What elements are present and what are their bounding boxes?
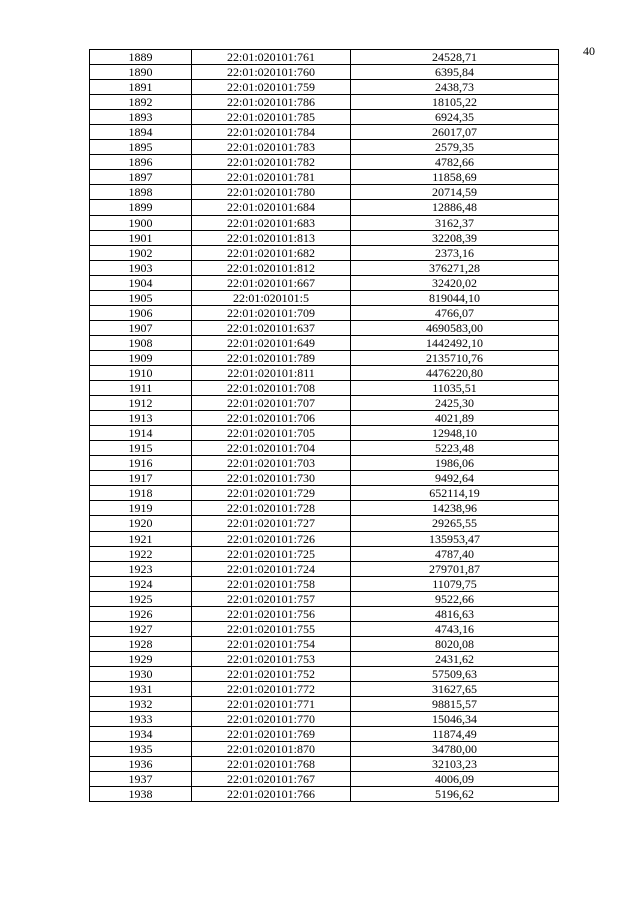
table-row — [90, 426, 559, 441]
row-number-cell: 1918 — [90, 486, 192, 501]
row-number-cell: 1921 — [90, 531, 192, 546]
cadastral-number-cell: 22:01:020101:754 — [192, 636, 351, 651]
row-number-cell: 1891 — [90, 80, 192, 95]
table-row — [90, 381, 559, 396]
cadastral-number-cell: 22:01:020101:706 — [192, 411, 351, 426]
value-cell: 3162,37 — [351, 215, 559, 230]
table-row — [90, 546, 559, 561]
row-number-cell: 1909 — [90, 350, 192, 365]
table-row — [90, 170, 559, 185]
row-number-cell: 1912 — [90, 396, 192, 411]
table-row — [90, 576, 559, 591]
cadastral-number-cell: 22:01:020101:682 — [192, 245, 351, 260]
row-number-cell: 1895 — [90, 140, 192, 155]
row-number-cell: 1937 — [90, 772, 192, 787]
cadastral-number-cell: 22:01:020101:770 — [192, 712, 351, 727]
table-row — [90, 275, 559, 290]
row-number-cell: 1913 — [90, 411, 192, 426]
row-number-cell: 1916 — [90, 456, 192, 471]
row-number-cell: 1938 — [90, 787, 192, 802]
cadastral-number-cell: 22:01:020101:769 — [192, 727, 351, 742]
value-cell: 34780,00 — [351, 742, 559, 757]
table-row — [90, 516, 559, 531]
cadastral-number-cell: 22:01:020101:730 — [192, 471, 351, 486]
value-cell: 4690583,00 — [351, 320, 559, 335]
cadastral-number-cell: 22:01:020101:766 — [192, 787, 351, 802]
row-number-cell: 1894 — [90, 125, 192, 140]
cadastral-number-cell: 22:01:020101:683 — [192, 215, 351, 230]
table-row — [90, 742, 559, 757]
table-row — [90, 125, 559, 140]
value-cell: 6395,84 — [351, 65, 559, 80]
table-row — [90, 531, 559, 546]
value-cell: 98815,57 — [351, 697, 559, 712]
value-cell: 1986,06 — [351, 456, 559, 471]
value-cell: 32103,23 — [351, 757, 559, 772]
row-number-cell: 1926 — [90, 606, 192, 621]
cadastral-number-cell: 22:01:020101:782 — [192, 155, 351, 170]
table-row — [90, 501, 559, 516]
cadastral-number-cell: 22:01:020101:780 — [192, 185, 351, 200]
value-cell: 2579,35 — [351, 140, 559, 155]
cadastral-number-cell: 22:01:020101:756 — [192, 606, 351, 621]
cadastral-number-cell: 22:01:020101:811 — [192, 365, 351, 380]
table-row — [90, 757, 559, 772]
value-cell: 6924,35 — [351, 110, 559, 125]
row-number-cell: 1934 — [90, 727, 192, 742]
cadastral-number-cell: 22:01:020101:785 — [192, 110, 351, 125]
row-number-cell: 1906 — [90, 305, 192, 320]
table-row — [90, 471, 559, 486]
cadastral-number-cell: 22:01:020101:870 — [192, 742, 351, 757]
row-number-cell: 1911 — [90, 381, 192, 396]
table-row — [90, 396, 559, 411]
value-cell: 31627,65 — [351, 681, 559, 696]
registry-table — [89, 49, 559, 802]
row-number-cell: 1917 — [90, 471, 192, 486]
cadastral-number-cell: 22:01:020101:724 — [192, 561, 351, 576]
row-number-cell: 1930 — [90, 666, 192, 681]
row-number-cell: 1936 — [90, 757, 192, 772]
cadastral-number-cell: 22:01:020101:703 — [192, 456, 351, 471]
cadastral-number-cell: 22:01:020101:753 — [192, 651, 351, 666]
cadastral-number-cell: 22:01:020101:789 — [192, 350, 351, 365]
table-row — [90, 290, 559, 305]
cadastral-number-cell: 22:01:020101:758 — [192, 576, 351, 591]
value-cell: 5196,62 — [351, 787, 559, 802]
value-cell: 12948,10 — [351, 426, 559, 441]
row-number-cell: 1910 — [90, 365, 192, 380]
table-row — [90, 441, 559, 456]
table-row — [90, 80, 559, 95]
row-number-cell: 1897 — [90, 170, 192, 185]
value-cell: 57509,63 — [351, 666, 559, 681]
cadastral-number-cell: 22:01:020101:667 — [192, 275, 351, 290]
row-number-cell: 1923 — [90, 561, 192, 576]
value-cell: 2438,73 — [351, 80, 559, 95]
value-cell: 9522,66 — [351, 591, 559, 606]
row-number-cell: 1892 — [90, 95, 192, 110]
row-number-cell: 1927 — [90, 621, 192, 636]
table-row — [90, 727, 559, 742]
row-number-cell: 1899 — [90, 200, 192, 215]
table-row — [90, 486, 559, 501]
row-number-cell: 1922 — [90, 546, 192, 561]
value-cell: 2431,62 — [351, 651, 559, 666]
table-row — [90, 65, 559, 80]
row-number-cell: 1914 — [90, 426, 192, 441]
table-row — [90, 215, 559, 230]
cadastral-number-cell: 22:01:020101:768 — [192, 757, 351, 772]
cadastral-number-cell: 22:01:020101:709 — [192, 305, 351, 320]
table-row — [90, 591, 559, 606]
table-row — [90, 666, 559, 681]
table-row — [90, 651, 559, 666]
cadastral-number-cell: 22:01:020101:752 — [192, 666, 351, 681]
table-row — [90, 260, 559, 275]
cadastral-number-cell: 22:01:020101:812 — [192, 260, 351, 275]
row-number-cell: 1933 — [90, 712, 192, 727]
row-number-cell: 1908 — [90, 335, 192, 350]
cadastral-number-cell: 22:01:020101:813 — [192, 230, 351, 245]
table-row — [90, 712, 559, 727]
value-cell: 279701,87 — [351, 561, 559, 576]
value-cell: 4787,40 — [351, 546, 559, 561]
cadastral-number-cell: 22:01:020101:727 — [192, 516, 351, 531]
table-row — [90, 50, 559, 65]
value-cell: 20714,59 — [351, 185, 559, 200]
cadastral-number-cell: 22:01:020101:781 — [192, 170, 351, 185]
row-number-cell: 1925 — [90, 591, 192, 606]
table-row — [90, 561, 559, 576]
value-cell: 24528,71 — [351, 50, 559, 65]
row-number-cell: 1890 — [90, 65, 192, 80]
table-row — [90, 245, 559, 260]
value-cell: 32208,39 — [351, 230, 559, 245]
cadastral-number-cell: 22:01:020101:772 — [192, 681, 351, 696]
value-cell: 1442492,10 — [351, 335, 559, 350]
table-row — [90, 110, 559, 125]
value-cell: 819044,10 — [351, 290, 559, 305]
value-cell: 4766,07 — [351, 305, 559, 320]
table-row — [90, 230, 559, 245]
table-row — [90, 681, 559, 696]
cadastral-number-cell: 22:01:020101:728 — [192, 501, 351, 516]
row-number-cell: 1903 — [90, 260, 192, 275]
table-row — [90, 606, 559, 621]
cadastral-number-cell: 22:01:020101:649 — [192, 335, 351, 350]
value-cell: 29265,55 — [351, 516, 559, 531]
table-row — [90, 200, 559, 215]
value-cell: 5223,48 — [351, 441, 559, 456]
row-number-cell: 1904 — [90, 275, 192, 290]
value-cell: 2135710,76 — [351, 350, 559, 365]
table-row — [90, 636, 559, 651]
row-number-cell: 1932 — [90, 697, 192, 712]
row-number-cell: 1902 — [90, 245, 192, 260]
value-cell: 9492,64 — [351, 471, 559, 486]
value-cell: 8020,08 — [351, 636, 559, 651]
page-number: 40 — [583, 44, 595, 58]
value-cell: 32420,02 — [351, 275, 559, 290]
table-row — [90, 697, 559, 712]
cadastral-number-cell: 22:01:020101:767 — [192, 772, 351, 787]
value-cell: 4743,16 — [351, 621, 559, 636]
cadastral-number-cell: 22:01:020101:707 — [192, 396, 351, 411]
value-cell: 135953,47 — [351, 531, 559, 546]
value-cell: 2425,30 — [351, 396, 559, 411]
row-number-cell: 1924 — [90, 576, 192, 591]
row-number-cell: 1931 — [90, 681, 192, 696]
row-number-cell: 1896 — [90, 155, 192, 170]
cadastral-number-cell: 22:01:020101:708 — [192, 381, 351, 396]
value-cell: 15046,34 — [351, 712, 559, 727]
row-number-cell: 1900 — [90, 215, 192, 230]
cadastral-number-cell: 22:01:020101:725 — [192, 546, 351, 561]
registry-table-body — [90, 50, 559, 802]
table-row — [90, 350, 559, 365]
row-number-cell: 1893 — [90, 110, 192, 125]
table-row — [90, 772, 559, 787]
cadastral-number-cell: 22:01:020101:783 — [192, 140, 351, 155]
table-row — [90, 320, 559, 335]
table-row — [90, 365, 559, 380]
row-number-cell: 1905 — [90, 290, 192, 305]
cadastral-number-cell: 22:01:020101:771 — [192, 697, 351, 712]
row-number-cell: 1920 — [90, 516, 192, 531]
value-cell: 11079,75 — [351, 576, 559, 591]
value-cell: 4476220,80 — [351, 365, 559, 380]
cadastral-number-cell: 22:01:020101:729 — [192, 486, 351, 501]
value-cell: 11035,51 — [351, 381, 559, 396]
table-row — [90, 305, 559, 320]
row-number-cell: 1901 — [90, 230, 192, 245]
row-number-cell: 1935 — [90, 742, 192, 757]
value-cell: 2373,16 — [351, 245, 559, 260]
cadastral-number-cell: 22:01:020101:786 — [192, 95, 351, 110]
cadastral-number-cell: 22:01:020101:757 — [192, 591, 351, 606]
table-row — [90, 335, 559, 350]
cadastral-number-cell: 22:01:020101:726 — [192, 531, 351, 546]
cadastral-number-cell: 22:01:020101:755 — [192, 621, 351, 636]
cadastral-number-cell: 22:01:020101:705 — [192, 426, 351, 441]
cadastral-number-cell: 22:01:020101:759 — [192, 80, 351, 95]
table-row — [90, 140, 559, 155]
value-cell: 26017,07 — [351, 125, 559, 140]
cadastral-number-cell: 22:01:020101:684 — [192, 200, 351, 215]
value-cell: 4816,63 — [351, 606, 559, 621]
row-number-cell: 1919 — [90, 501, 192, 516]
cadastral-number-cell: 22:01:020101:637 — [192, 320, 351, 335]
table-row — [90, 155, 559, 170]
row-number-cell: 1929 — [90, 651, 192, 666]
row-number-cell: 1889 — [90, 50, 192, 65]
value-cell: 14238,96 — [351, 501, 559, 516]
cadastral-number-cell: 22:01:020101:760 — [192, 65, 351, 80]
table-row — [90, 621, 559, 636]
cadastral-number-cell: 22:01:020101:784 — [192, 125, 351, 140]
value-cell: 4782,66 — [351, 155, 559, 170]
cadastral-number-cell: 22:01:020101:704 — [192, 441, 351, 456]
value-cell: 11874,49 — [351, 727, 559, 742]
value-cell: 18105,22 — [351, 95, 559, 110]
value-cell: 12886,48 — [351, 200, 559, 215]
value-cell: 376271,28 — [351, 260, 559, 275]
table-row — [90, 411, 559, 426]
value-cell: 652114,19 — [351, 486, 559, 501]
table-row — [90, 95, 559, 110]
table-row — [90, 185, 559, 200]
value-cell: 11858,69 — [351, 170, 559, 185]
row-number-cell: 1898 — [90, 185, 192, 200]
cadastral-number-cell: 22:01:020101:761 — [192, 50, 351, 65]
row-number-cell: 1907 — [90, 320, 192, 335]
row-number-cell: 1928 — [90, 636, 192, 651]
cadastral-number-cell: 22:01:020101:5 — [192, 290, 351, 305]
table-row — [90, 787, 559, 802]
row-number-cell: 1915 — [90, 441, 192, 456]
value-cell: 4021,89 — [351, 411, 559, 426]
value-cell: 4006,09 — [351, 772, 559, 787]
table-row — [90, 456, 559, 471]
